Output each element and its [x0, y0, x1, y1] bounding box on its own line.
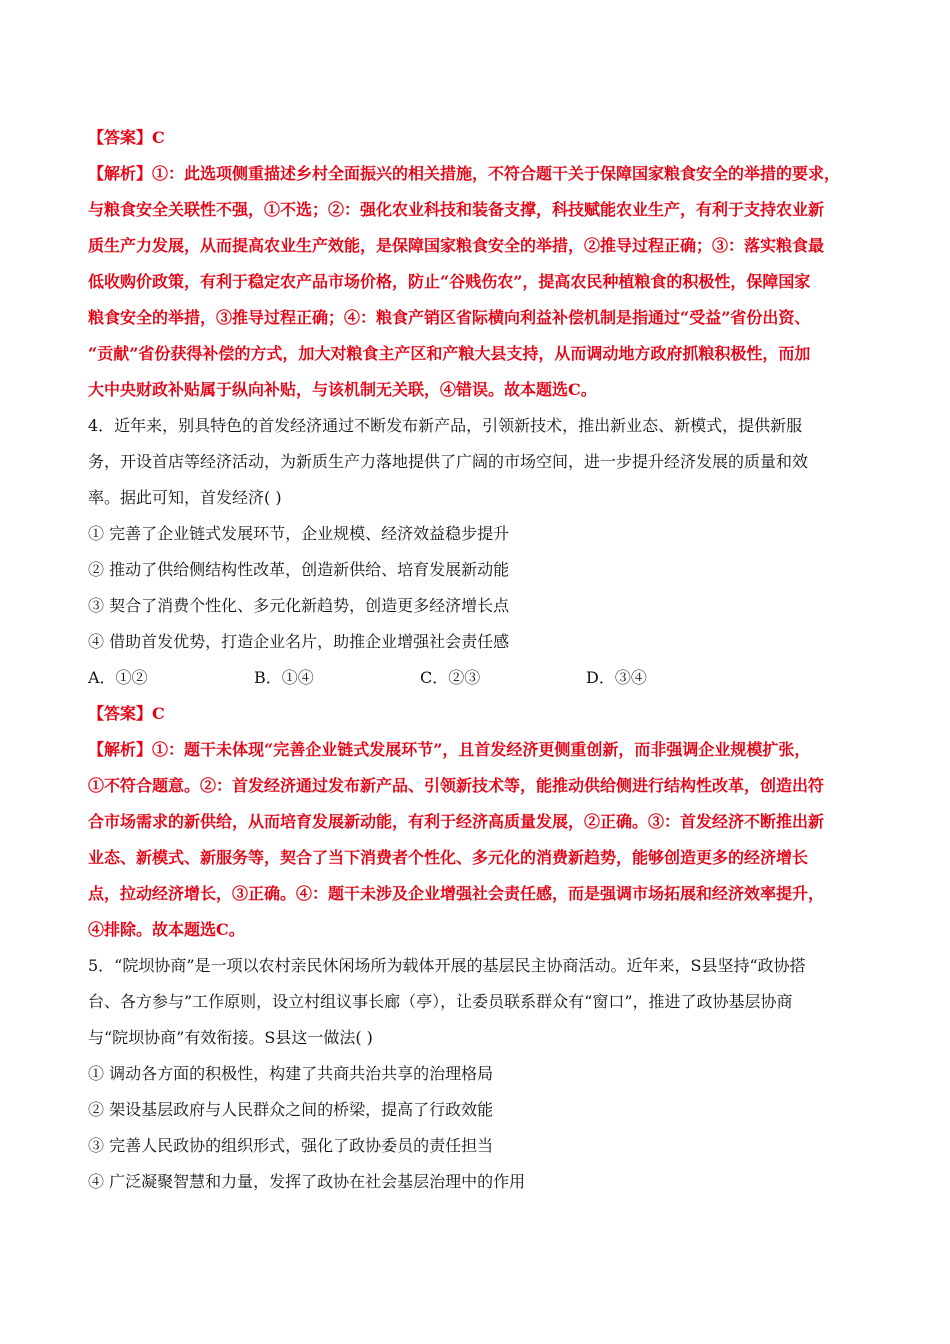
q5-item: ④ 广泛凝聚智慧和力量，发挥了政协在社会基层治理中的作用 — [88, 1172, 526, 1191]
q4-stem-line: 率。据此可知，首发经济( ) — [88, 488, 282, 507]
q4-option-d: D．③④ — [586, 668, 647, 687]
q3-answer: 【答案】C — [88, 128, 165, 147]
q4-stem-line: 4．近年来，别具特色的首发经济通过不断发布新产品，引领新技术，推出新业态、新模式，提供新服 — [88, 416, 803, 435]
q4-analysis-line: 【解析】①：题干未体现“完善企业链式发展环节”，且首发经济更侧重创新，而非强调企业规模扩张， — [88, 740, 811, 759]
q4-option-a: A．①② — [88, 668, 148, 687]
q4-item: ③ 契合了消费个性化、多元化新趋势，创造更多经济增长点 — [88, 596, 510, 615]
q4-item: ① 完善了企业链式发展环节，企业规模、经济效益稳步提升 — [88, 524, 510, 543]
q5-item: ② 架设基层政府与人民群众之间的桥梁，提高了行政效能 — [88, 1100, 494, 1119]
q4-analysis-line: 点，拉动经济增长，③正确。④：题干未涉及企业增强社会责任感，而是强调市场拓展和经济效率提升， — [88, 884, 825, 903]
q5-stem-line: 与“院坝协商”有效衔接。S县这一做法( ) — [88, 1028, 373, 1047]
q3-analysis-line: 粮食安全的举措，③推导过程正确；④：粮食产销区省际横向利益补偿机制是指通过“受益”省份出资、 — [88, 308, 811, 327]
document-page — [88, 120, 878, 1200]
q5-stem-line: 台、各方参与”工作原则，设立村组议事长廊（亭），让委员联系群众有“窗口”，推进了政协基层协商 — [88, 992, 793, 1011]
q3-analysis-line: 大中央财政补贴属于纵向补贴，与该机制无关联，④错误。故本题选C。 — [88, 380, 597, 399]
q4-analysis-line: 合市场需求的新供给，从而培育发展新动能，有利于经济高质量发展，②正确。③：首发经济不断推出新 — [88, 812, 825, 831]
q4-option-c: C．②③ — [420, 668, 481, 687]
q5-item: ③ 完善人民政协的组织形式，强化了政协委员的责任担当 — [88, 1136, 494, 1155]
q3-analysis-line: “贡献”省份获得补偿的方式，加大对粮食主产区和产粮大县支持，从而调动地方政府抓粮积极性，而加 — [88, 344, 811, 363]
q4-options — [88, 660, 878, 696]
q4-analysis-line: 业态、新模式、新服务等，契合了当下消费者个性化、多元化的消费新趋势，能够创造更多的经济增长 — [88, 848, 809, 867]
q4-analysis-line: ①不符合题意。②：首发经济通过发布新产品、引领新技术等，能推动供给侧进行结构性改革，创造出符 — [88, 776, 825, 795]
q3-analysis-line: 低收购价政策，有利于稳定农产品市场价格，防止“谷贱伤农”，提高农民种植粮食的积极性，保障国家 — [88, 272, 811, 291]
q4-item: ④ 借助首发优势，打造企业名片，助推企业增强社会责任感 — [88, 632, 510, 651]
q3-analysis-line: 【解析】①：此选项侧重描述乡村全面振兴的相关措施，不符合题干关于保障国家粮食安全的举措的要求， — [88, 164, 841, 183]
q4-item: ② 推动了供给侧结构性改革，创造新供给、培育发展新动能 — [88, 560, 510, 579]
q4-option-b: B．①④ — [254, 668, 314, 687]
q4-analysis-line: ④排除。故本题选C。 — [88, 920, 245, 939]
q5-stem-line: 5．“院坝协商”是一项以农村亲民休闲场所为载体开展的基层民主协商活动。近年来，S县坚持“政协搭 — [88, 956, 806, 975]
q4-answer: 【答案】C — [88, 704, 165, 723]
q3-analysis-line: 与粮食安全关联性不强，①不选；②：强化农业科技和装备支撑，科技赋能农业生产，有利于支持农业新 — [88, 200, 825, 219]
q3-analysis-line: 质生产力发展，从而提高农业生产效能，是保障国家粮食安全的举措，②推导过程正确；③：落实粮食最 — [88, 236, 825, 255]
q5-item: ① 调动各方面的积极性，构建了共商共治共享的治理格局 — [88, 1064, 494, 1083]
q4-stem-line: 务，开设首店等经济活动，为新质生产力落地提供了广阔的市场空间，进一步提升经济发展的质量和效 — [88, 452, 809, 471]
